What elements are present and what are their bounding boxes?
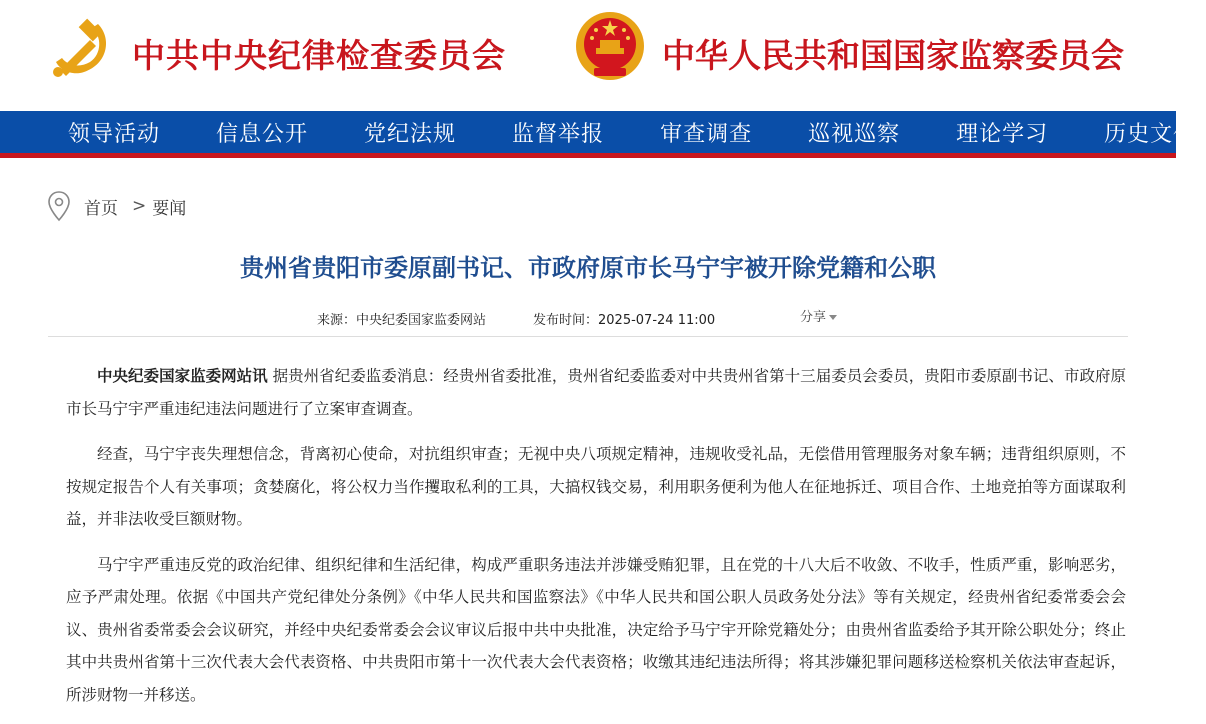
- main-nav: [0, 111, 1197, 158]
- share-button[interactable]: [800, 306, 837, 325]
- meta-divider: [48, 336, 1128, 337]
- breadcrumb-current-link[interactable]: 要闻: [152, 198, 187, 219]
- time-value: 2025-07-24 11:00: [598, 313, 716, 328]
- time-label: 发布时间：: [533, 313, 599, 328]
- nav-item-report[interactable]: 监督举报: [512, 121, 605, 147]
- nav-list: [0, 111, 1197, 153]
- article-body: [66, 360, 1126, 724]
- nav-item-theory[interactable]: 理论学习: [956, 121, 1049, 147]
- article-meta: [0, 306, 1176, 328]
- nav-item-investigation[interactable]: 审查调查: [660, 121, 753, 147]
- article-paragraph: 马宁宇严重违反党的政治纪律、组织纪律和生活纪律，构成严重职务违法并涉嫌受贿犯罪，且在党的十八大后不收敛、不收手，性质严重，影响恶劣，应予严肃处理。依据《中国共产党纪律处分条例》《中华人民共和国监察法》《中华人民共和国公职人员政务处分法》等有关规定，经贵州省纪委常委会会议、贵州省委常委会会议研究，并经中央纪委常委会会议审议后报中共中央批准，决定给予马宁宇开除党籍处分；由贵州省监委给予其开除公职处分；终止其中共贵州省第十三次代表大会代表资格、中共贵阳市第十一次代表大会代表资格；收缴其违纪违法所得；将其涉嫌犯罪问题移送检察机关依法审查起诉，所涉财物一并移送。: [66, 555, 1126, 704]
- site-header: [0, 0, 1197, 147]
- source-label: 来源：: [317, 313, 357, 328]
- site-title-nsc[interactable]: 中华人民共和国国家监察委员会: [662, 36, 1124, 75]
- article-paragraph: [66, 360, 1126, 425]
- breadcrumb-separator: >: [132, 196, 147, 216]
- article-publish-time: [533, 309, 715, 328]
- article-title: 贵州省贵阳市委原副书记、市政府原市长马宁宇被开除党籍和公职: [240, 254, 936, 282]
- nav-item-leadership[interactable]: 领导活动: [68, 121, 161, 147]
- nav-item-history[interactable]: 历史文化: [1104, 121, 1197, 147]
- paragraph-text: 据贵州省纪委监委消息：经贵州省委批准，贵州省纪委监委对中共贵州省第十三届委员会委员，贵阳市委原副书记、市政府原市长马宁宇严重违纪违法问题进行了立案审查调查。: [66, 367, 1126, 418]
- article-source: [317, 309, 486, 328]
- party-emblem-icon[interactable]: [46, 10, 118, 82]
- national-emblem-icon[interactable]: [574, 10, 646, 82]
- chevron-down-icon: [829, 315, 837, 320]
- breadcrumb-home-link[interactable]: 首页: [84, 198, 118, 219]
- nav-item-inspection[interactable]: 巡视巡察: [808, 121, 901, 147]
- article-paragraph: 经查，马宁宇丧失理想信念，背离初心使命，对抗组织审查；无视中央八项规定精神，违规收受礼品，无偿借用管理服务对象车辆；违背组织原则，不按规定报告个人有关事项；贪婪腐化，将公权力当作攫取私利的工具，大搞权钱交易，利用职务便利为他人在征地拆迁、项目合作、土地竞拍等方面谋取利益，并非法收受巨额财物。: [66, 445, 1126, 528]
- nav-item-regulations[interactable]: 党纪法规: [364, 121, 457, 147]
- article-lead: 中央纪委国家监委网站讯: [97, 367, 268, 385]
- location-pin-icon: [48, 191, 70, 221]
- breadcrumb: [48, 191, 186, 221]
- site-title-ccdi[interactable]: 中共中央纪律检查委员会: [132, 36, 506, 75]
- share-label: 分享: [800, 310, 827, 325]
- source-value: 中央纪委国家监委网站: [356, 313, 487, 328]
- nav-item-info-disclosure[interactable]: 信息公开: [216, 121, 309, 147]
